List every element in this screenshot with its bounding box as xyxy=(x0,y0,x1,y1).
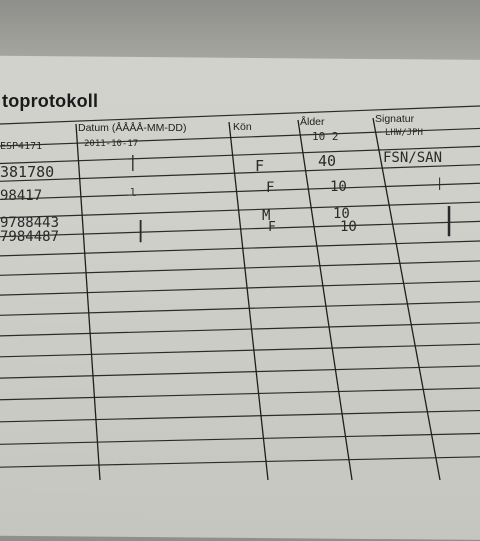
header-datum: Datum (ÅÅÅÅ-MM-DD) xyxy=(78,122,187,134)
row-line xyxy=(0,241,480,256)
row-line xyxy=(0,281,480,295)
row2-kon: F xyxy=(255,157,265,175)
row4-id: 9788443 xyxy=(0,215,60,231)
row4-alder: 10 xyxy=(333,206,350,222)
row5-kon: F xyxy=(268,220,276,235)
header-alder: Ålder xyxy=(300,116,325,128)
row-line xyxy=(0,202,480,218)
row-line xyxy=(0,165,480,182)
row2-signatur: FSN/SAN xyxy=(383,150,443,166)
row4-signatur: | xyxy=(440,202,459,237)
row3-id: 98417 xyxy=(0,188,43,204)
row2-alder: 40 xyxy=(318,152,337,170)
row5-alder: 10 xyxy=(340,219,357,235)
row1-alder: 10 2 xyxy=(312,130,339,143)
row-line xyxy=(0,457,480,467)
row-line xyxy=(0,344,480,357)
form-title: toprotokoll xyxy=(2,91,99,111)
header-signatur: Signatur xyxy=(375,113,415,125)
row4-kon: M xyxy=(262,208,271,224)
row3-kon: F xyxy=(266,180,275,196)
row3-alder: 10 xyxy=(330,179,347,195)
row-line xyxy=(0,183,480,199)
row1-signatur: LHW/JPH xyxy=(385,128,423,138)
row2-id: 381780 xyxy=(0,163,55,181)
row2-datum: | xyxy=(128,152,138,171)
row-line xyxy=(0,433,480,444)
header-kon: Kön xyxy=(233,121,252,133)
row5-id: 7984487 xyxy=(0,229,60,245)
row-line xyxy=(0,366,480,378)
row3-signatur: | xyxy=(436,176,444,190)
row-line xyxy=(0,388,480,400)
row4-datum: | xyxy=(134,218,148,243)
row3-datum: l xyxy=(130,186,137,199)
row-line xyxy=(0,261,480,275)
row1-datum: 2011-10-17 xyxy=(84,139,139,149)
row1-id: ESP4171 xyxy=(0,141,43,152)
row-line xyxy=(0,411,480,422)
row-line xyxy=(0,323,480,336)
